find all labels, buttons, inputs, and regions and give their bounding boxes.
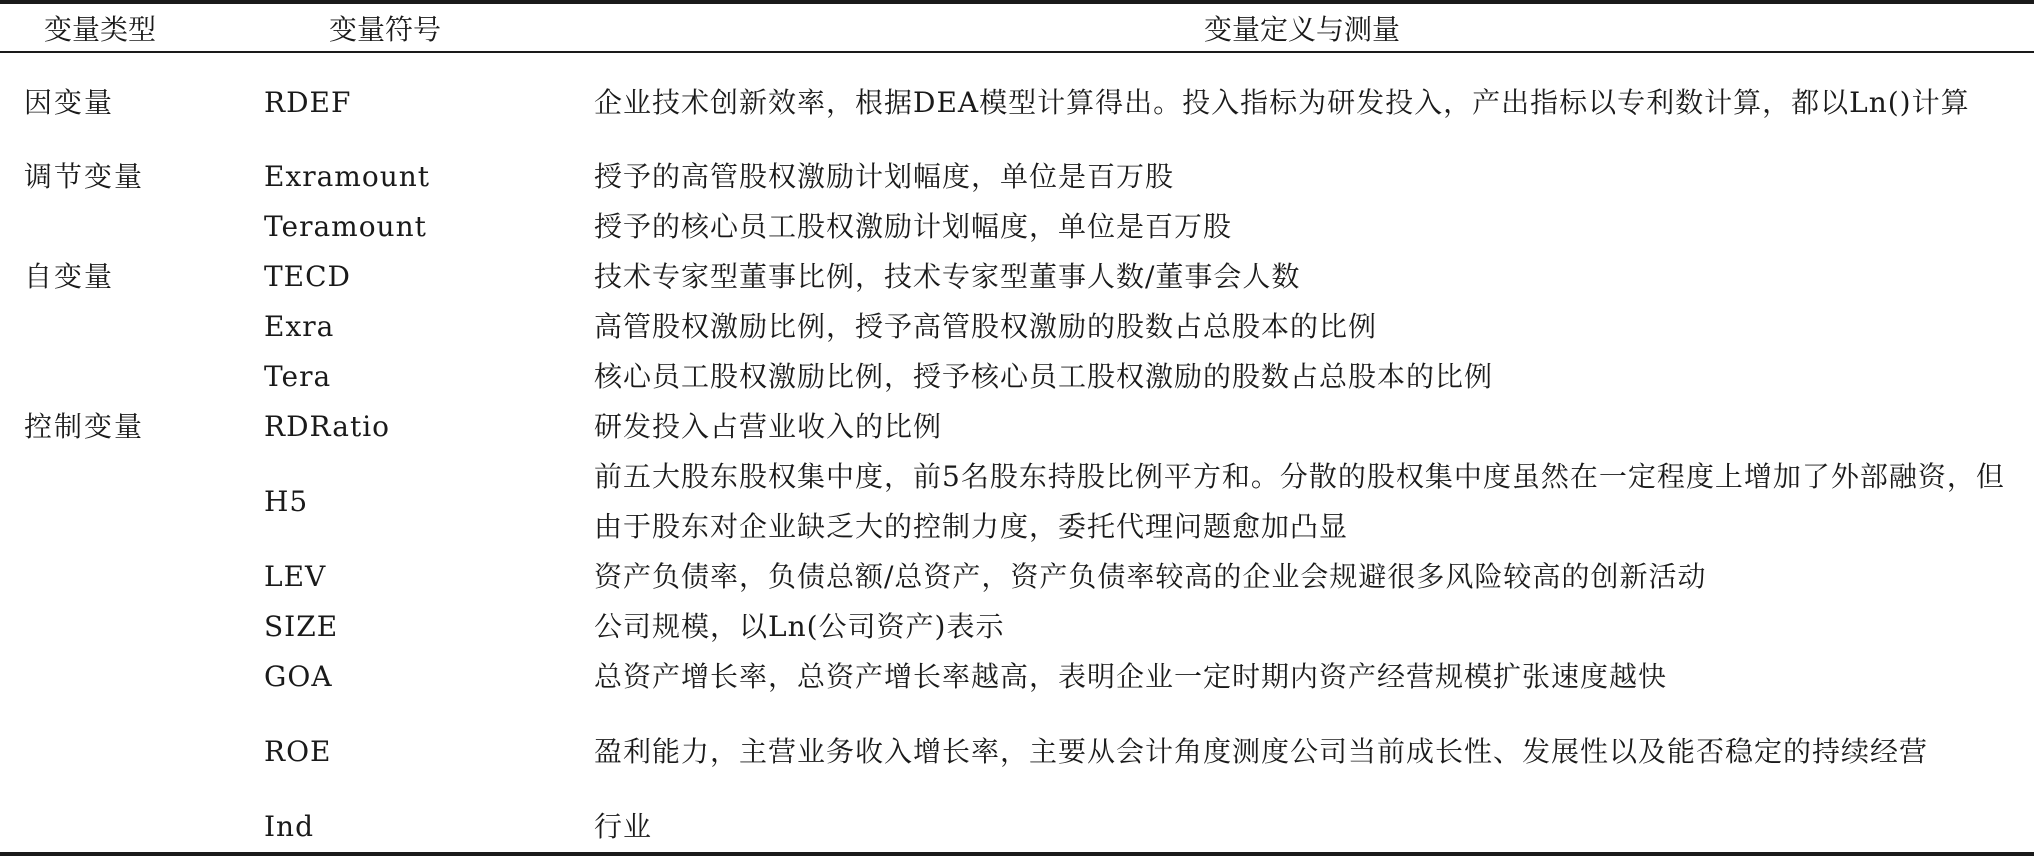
table-row [0, 402, 2034, 452]
variable-type-cell [0, 352, 240, 402]
variable-symbol-cell: RDRatio [264, 410, 391, 443]
variable-definition-cell: 前五大股东股权集中度，前5名股东持股比例平方和。分散的股权集中度虽然在一定程度上增加了外部融资，但由于股东对企业缺乏大的控制力度，委托代理问题愈加凸显 [594, 460, 2005, 543]
table-row [0, 552, 2034, 602]
variable-symbol-cell: Ind [240, 802, 570, 854]
variable-symbol-cell: Exramount [264, 160, 431, 193]
variable-type-cell [0, 452, 240, 552]
table-row [0, 202, 2034, 252]
variable-definition-cell: 研发投入占营业收入的比例 [594, 410, 943, 443]
table-header [0, 2, 2034, 52]
variable-symbol-cell: GOA [264, 660, 333, 693]
variable-definition-cell: 资产负债率，负债总额/总资产，资产负债率较高的企业会规避很多风险较高的创新活动 [594, 560, 1707, 593]
variable-type-cell: 因变量 [24, 85, 115, 119]
variable-definition-cell: 总资产增长率，总资产增长率越高，表明企业一定时期内资产经营规模扩张速度越快 [594, 660, 1668, 693]
header-variable-definition: 变量定义与测量 [570, 2, 2034, 52]
variable-definition-cell: 高管股权激励比例，授予高管股权激励的股数占总股本的比例 [594, 310, 1378, 343]
table-row [0, 352, 2034, 402]
variable-type-cell [0, 302, 240, 352]
table-row [0, 802, 2034, 854]
table-body [0, 52, 2034, 854]
variable-definition-cell: 核心员工股权激励比例，授予核心员工股权激励的股数占总股本的比例 [594, 360, 1494, 393]
variable-definition-cell: 授予的核心员工股权激励计划幅度，单位是百万股 [594, 210, 1233, 243]
variable-symbol-cell: Tera [264, 360, 332, 393]
variable-definition-cell: 公司规模，以Ln(公司资产)表示 [594, 610, 1005, 643]
table-row [0, 252, 2034, 302]
table-row [0, 452, 2034, 552]
table-row [0, 52, 2034, 152]
variable-symbol-cell: TECD [264, 260, 351, 293]
table-row [0, 152, 2034, 202]
variable-symbol-cell: H5 [264, 485, 309, 518]
variable-type-cell: 自变量 [24, 260, 115, 293]
variable-definition-cell: 行业 [570, 802, 2034, 854]
header-variable-type: 变量类型 [0, 2, 240, 52]
variable-symbol-cell: SIZE [264, 610, 339, 643]
variable-type-cell [0, 202, 240, 252]
variable-symbol-cell: RDEF [264, 85, 352, 119]
variable-definition-cell: 授予的高管股权激励计划幅度，单位是百万股 [594, 160, 1175, 193]
header-row [0, 2, 2034, 52]
table-row [0, 702, 2034, 802]
variable-symbol-cell: ROE [264, 735, 332, 768]
table-row [0, 602, 2034, 652]
table-row [0, 652, 2034, 702]
variable-definition-cell: 企业技术创新效率，根据DEA模型计算得出。投入指标为研发投入，产出指标以专利数计算，都以Ln()计算 [594, 85, 1970, 119]
variable-definition-cell: 盈利能力，主营业务收入增长率，主要从会计角度测度公司当前成长性、发展性以及能否稳定的持续经营 [594, 735, 1929, 768]
variable-definition-cell: 技术专家型董事比例，技术专家型董事人数/董事会人数 [594, 260, 1301, 293]
variable-type-cell [0, 652, 240, 702]
variable-type-cell [0, 552, 240, 602]
variable-type-cell [0, 602, 240, 652]
variable-symbol-cell: Teramount [264, 210, 427, 243]
variable-symbol-cell: LEV [264, 560, 327, 593]
variable-type-cell [0, 702, 240, 802]
variable-symbol-cell: Exra [264, 310, 335, 343]
header-variable-symbol: 变量符号 [240, 2, 570, 52]
variable-type-cell: 控制变量 [24, 410, 145, 443]
table-row [0, 302, 2034, 352]
variable-type-cell: 调节变量 [24, 160, 145, 193]
variable-type-cell [0, 802, 240, 854]
